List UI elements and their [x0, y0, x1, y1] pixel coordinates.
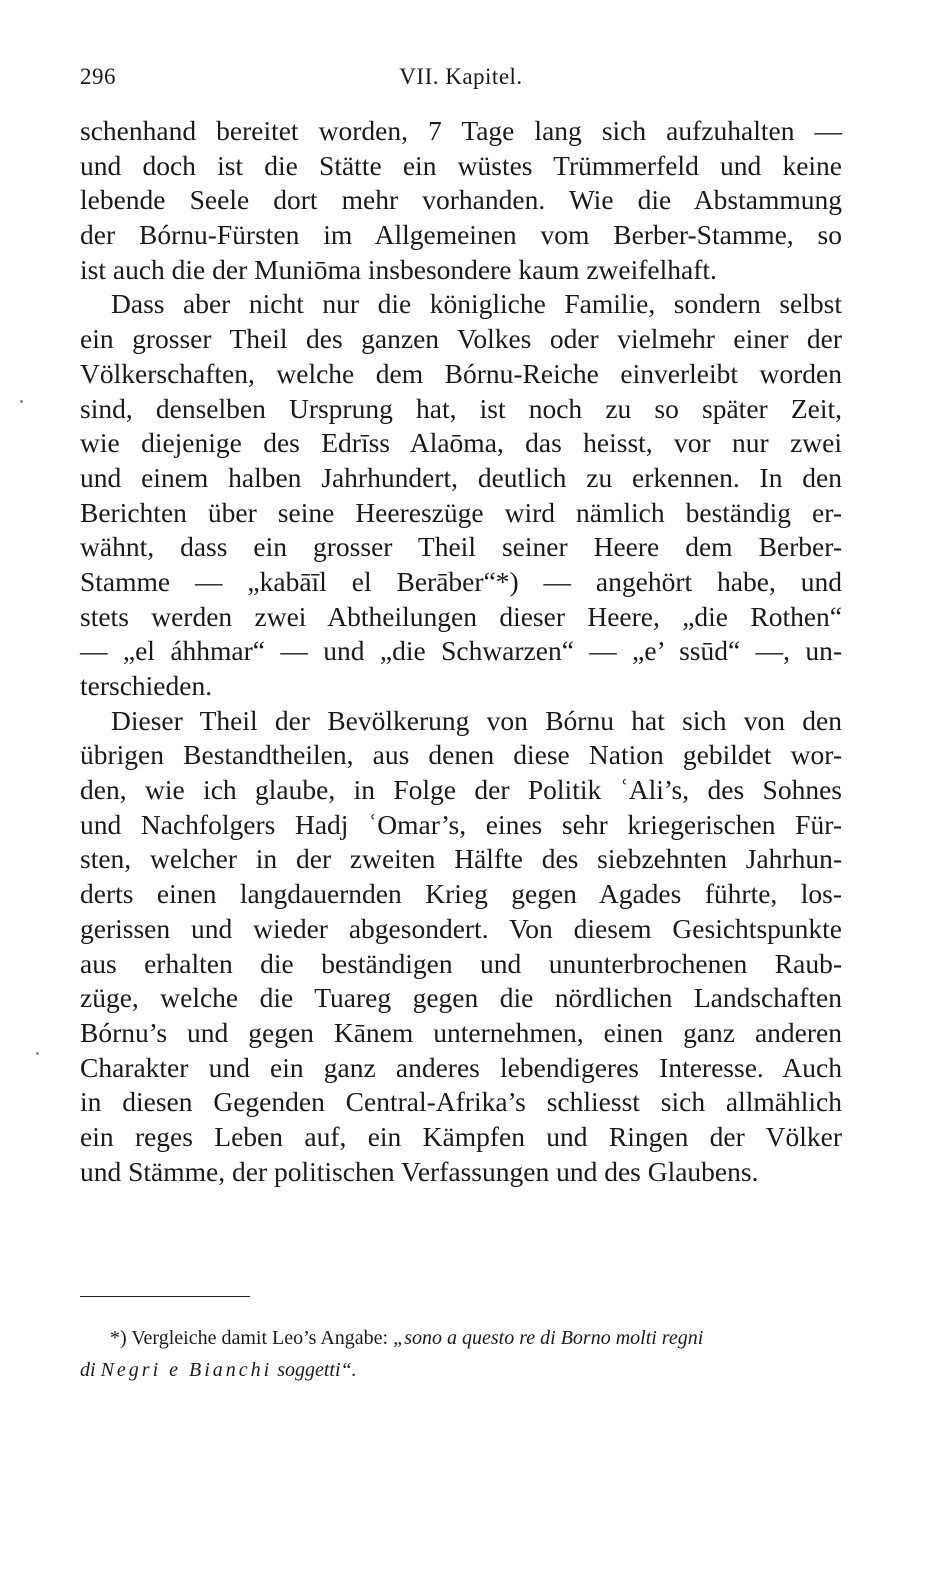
text-line: und einem halben Jahrhundert, deutlich zu erkennen. In den [80, 461, 842, 493]
footnote-line [80, 1354, 842, 1386]
body-text [80, 114, 842, 1189]
text-line: übrigen Bestandtheilen, aus denen diese Nation gebildet wor- [80, 739, 842, 771]
text-line: derts einen langdauernden Krieg gegen Agades führte, los- [80, 878, 842, 910]
footnote-quote: „sono a questo re di Borno molti regni [393, 1327, 704, 1349]
text-line: ein grosser Theil des ganzen Volkes oder vielmehr einer der [80, 323, 842, 355]
paragraph-start-line: Dass aber nicht nur die königliche Familie, sondern selbst [111, 288, 842, 320]
text-line: Charakter und ein ganz anderes lebendigeres Interesse. Auch [80, 1051, 842, 1083]
text-line: Völkerschaften, welche dem Bórnu-Reiche einverleibt worden [80, 357, 842, 389]
text-line: in diesen Gegenden Central-Afrika’s schliesst sich allmählich [80, 1086, 842, 1118]
text-line: ist auch die der Muniōma insbesondere kaum zweifelhaft. [80, 253, 717, 285]
text-line: den, wie ich glaube, in Folge der Politik ʿAli’s, des Sohnes [80, 774, 842, 806]
text-line: sten, welcher in der zweiten Hälfte des siebzehnten Jahrhun- [80, 843, 842, 875]
text-line: wie diejenige des Edrīss Alaōma, das heisst, vor nur zwei [80, 427, 842, 459]
text-line: aus erhalten die beständigen und ununterbrochenen Raub- [80, 947, 842, 979]
footnote-quote-part: di [80, 1359, 96, 1381]
footnote-divider [80, 1296, 250, 1297]
text-line: Stamme — „kabāīl el Berāber“*) — angehört habe, und [80, 565, 842, 597]
text-line: sind, denselben Ursprung hat, ist noch zu so später Zeit, [80, 392, 842, 424]
paper-speck [20, 400, 23, 403]
text-line: und Nachfolgers Hadj ʿOmar’s, eines sehr kriegerischen Für- [80, 808, 842, 840]
text-line: stets werden zwei Abtheilungen dieser Heere, „die Rothen“ [80, 600, 842, 632]
footnote-quote-spaced: Negri e Bianchi [100, 1359, 273, 1381]
text-line: und doch ist die Stätte ein wüstes Trümmerfeld und keine [80, 149, 842, 181]
text-line: gerissen und wieder abgesondert. Von diesem Gesichtspunkte [80, 912, 842, 944]
paragraph-start-line: Dieser Theil der Bevölkerung von Bórnu hat sich von den [111, 704, 842, 736]
text-line: — „el áhhmar“ — und „die Schwarzen“ — „e’ ssūd“ —, un- [80, 635, 842, 667]
text-line: schenhand bereitet worden, 7 Tage lang sich aufzuhalten — [80, 115, 842, 146]
running-head [80, 64, 842, 100]
text-line: ein reges Leben auf, ein Kämpfen und Ringen der Völker [80, 1120, 842, 1152]
text-line: wähnt, dass ein grosser Theil seiner Heere dem Berber- [80, 531, 842, 563]
page-number: 296 [80, 64, 116, 89]
footnote-intro: Vergleiche damit Leo’s Angabe: [131, 1327, 389, 1349]
text-line: züge, welche die Tuareg gegen die nördlichen Landschaften [80, 982, 842, 1014]
chapter-title: VII. Kapitel. [399, 64, 523, 89]
footnote-line [80, 1322, 842, 1354]
footnote [80, 1322, 842, 1386]
paper-speck [36, 1052, 39, 1055]
text-line: und Stämme, der politischen Verfassungen und des Glaubens. [80, 1155, 759, 1187]
footnote-quote-part: soggetti“. [277, 1359, 357, 1381]
text-line: terschieden. [80, 670, 213, 701]
text-line: der Bórnu-Fürsten im Allgemeinen vom Berber-Stamme, so [80, 219, 842, 251]
footnote-marker: *) [110, 1327, 127, 1349]
text-line: Bórnu’s und gegen Kānem unternehmen, einen ganz anderen [80, 1016, 842, 1048]
text-line: Berichten über seine Heereszüge wird nämlich beständig er- [80, 496, 842, 528]
text-line: lebende Seele dort mehr vorhanden. Wie die Abstammung [80, 184, 842, 216]
